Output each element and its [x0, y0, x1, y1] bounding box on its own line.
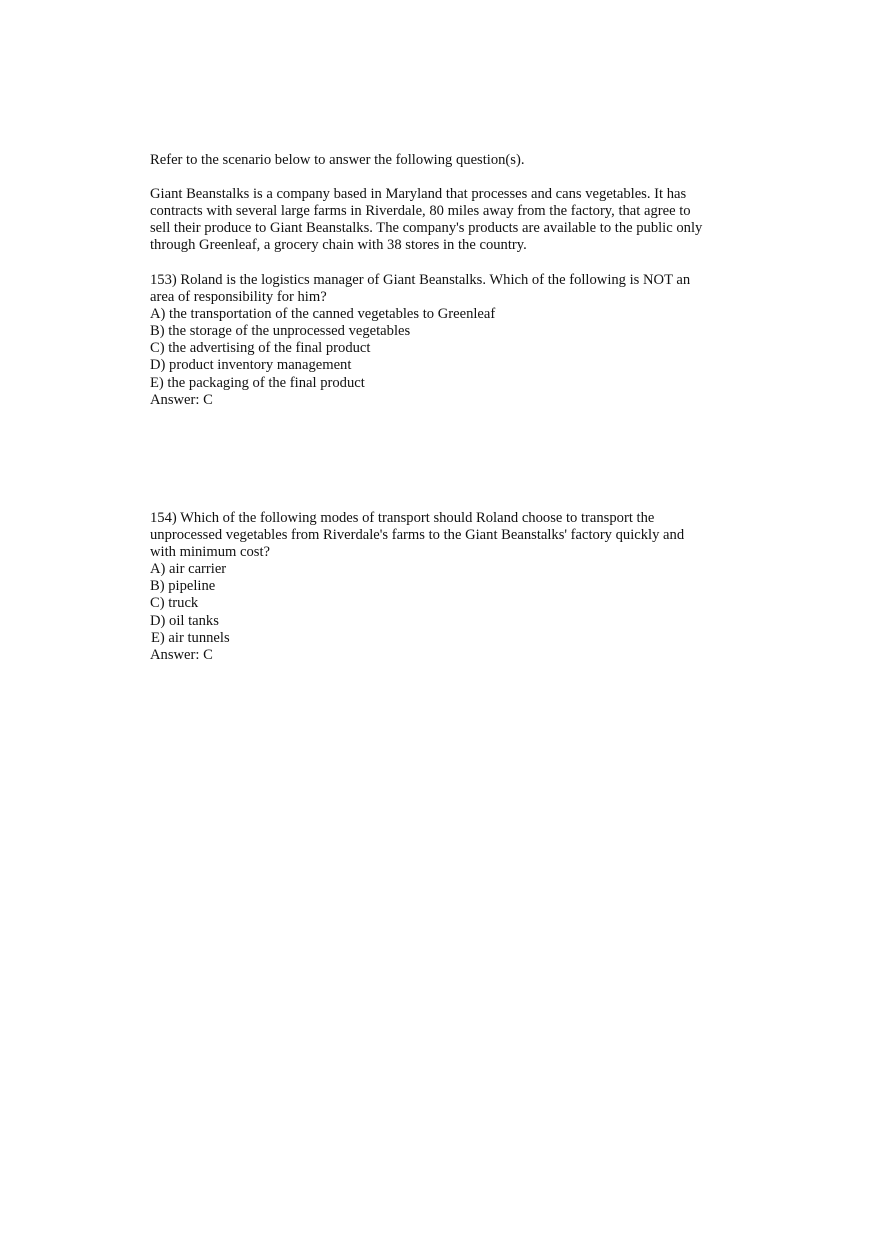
- instruction-line: Refer to the scenario below to answer the following question(s).: [150, 152, 525, 168]
- scenario-line: through Greenleaf, a grocery chain with 38 stores in the country.: [150, 237, 527, 254]
- question-154: [150, 510, 725, 664]
- question-stem-line: with minimum cost?: [150, 544, 270, 561]
- option-e: E) the packaging of the final product: [150, 374, 365, 391]
- question-stem-line: unprocessed vegetables from Riverdale's farms to the Giant Beanstalks' factory quickly and: [150, 527, 685, 544]
- answer-line: Answer: C: [150, 391, 213, 408]
- option-c: C) the advertising of the final product: [150, 340, 371, 357]
- option-b: B) the storage of the unprocessed vegetables: [150, 323, 411, 340]
- question-stem-line: area of responsibility for him?: [150, 289, 327, 306]
- option-a: A) the transportation of the canned vegetables to Greenleaf: [150, 306, 496, 323]
- question-stem-line: 154) Which of the following modes of transport should Roland choose to transport the: [150, 510, 655, 526]
- option-d: D) product inventory management: [150, 357, 352, 374]
- answer-line: Answer: C: [150, 646, 213, 663]
- question-153: [150, 272, 725, 409]
- option-d: D) oil tanks: [150, 612, 219, 629]
- option-a: A) air carrier: [150, 561, 227, 578]
- instruction-text: [150, 152, 725, 169]
- scenario-line: contracts with several large farms in Riverdale, 80 miles away from the factory, that agree to: [150, 203, 691, 220]
- question-stem-line: 153) Roland is the logistics manager of Giant Beanstalks. Which of the following is NOT an: [150, 272, 691, 288]
- scenario-paragraph: [150, 186, 725, 254]
- option-e: E) air tunnels: [151, 629, 230, 646]
- option-b: B) pipeline: [150, 578, 216, 595]
- option-c: C) truck: [150, 595, 199, 612]
- scenario-line: sell their produce to Giant Beanstalks. The company's products are available to the public only: [150, 220, 703, 237]
- scenario-line: Giant Beanstalks is a company based in Maryland that processes and cans vegetables. It has: [150, 186, 687, 202]
